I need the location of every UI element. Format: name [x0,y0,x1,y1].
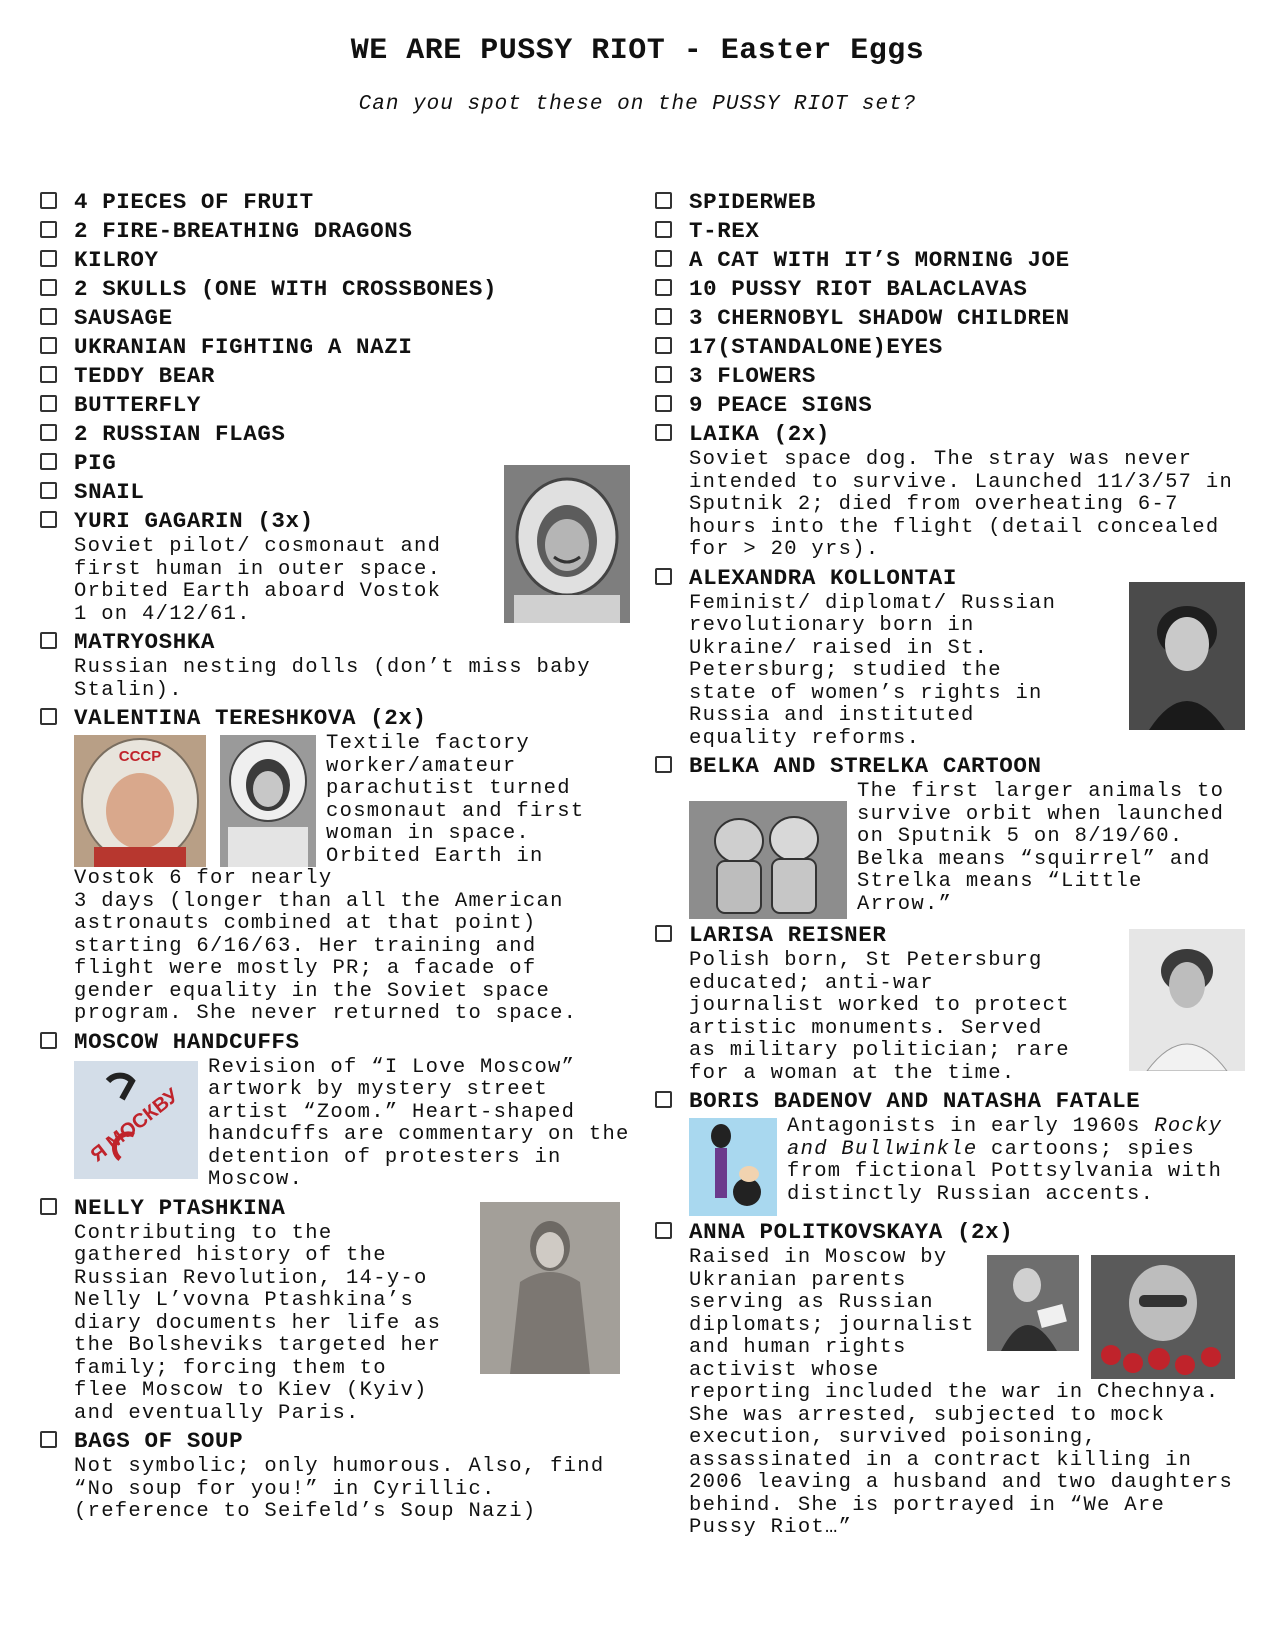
boris-desc-italic: Rocky and Bullwinkle [787,1116,1223,1161]
item-label: 10 PUSSY RIOT BALACLAVAS [689,276,1028,302]
list-item [40,188,630,217]
item-description: Soviet pilot/ cosmonaut and first human in outer space. Orbited Earth aboard Vostok 1 on 4/12/61. [74,535,442,626]
item-description: Not symbolic; only humorous. Also, find “No soup for you!” in Cyrillic. (reference to Seifeld’s Soup Nazi) [74,1455,605,1523]
item-description: Raised in Moscow by Ukranian parents serving as Russian diplomats; journalist and human rights activist whose [689,1246,975,1382]
item-description: Russian nesting dolls (don’t miss baby Stalin). [74,656,591,702]
list-item [655,275,1245,304]
page-title: WE ARE PUSSY RIOT - Easter Eggs [350,34,925,68]
item-description: Soviet space dog. The stray was never intended to survive. Launched 11/3/57 in Sputnik 2; died from overheating 6-7 hours into the flight (detail concealed for > 20 yrs). [689,448,1234,561]
item-label: VALENTINA TERESHKOVA (2x) [74,705,427,731]
checkbox[interactable] [40,708,57,725]
list-item [40,391,630,420]
list-item [655,362,1245,391]
right-column [655,188,1245,1540]
checkbox[interactable] [655,1222,672,1239]
list-item [655,333,1245,362]
left-column [40,188,630,1524]
checkbox[interactable] [40,511,57,528]
list-item [655,188,1245,217]
politkovskaya-photo-1 [987,1255,1079,1351]
item-label: ALEXANDRA KOLLONTAI [689,564,957,591]
item-label: 9 PEACE SIGNS [689,392,873,418]
item-laika [655,420,1245,562]
reisner-photo [1129,929,1245,1071]
item-label: 2 SKULLS (ONE WITH CROSSBONES) [74,276,498,302]
checkbox[interactable] [40,250,57,267]
left-simple-list [40,188,630,507]
item-label: UKRANIAN FIGHTING A NAZI [74,334,413,360]
boris-desc-part2: cartoons; spies from fictional Pottsylvania with distinctly Russian accents. [787,1137,1223,1206]
helmet-text: СССР [118,748,162,765]
checkbox[interactable] [655,756,672,773]
checkbox[interactable] [40,279,57,296]
item-label: KILROY [74,247,159,273]
ptashkina-photo [480,1202,620,1374]
checkbox[interactable] [655,192,672,209]
item-moscow-handcuffs [40,1028,630,1192]
artwork-text: Я МОСКВУ [86,1083,183,1166]
item-description: Textile factory worker/amateur parachutist turned cosmonaut and first woman in space. Orbited Earth in Vostok 6 for nearly [74,732,585,890]
item-label: YURI GAGARIN (3x) [74,508,314,534]
item-description [787,1116,1245,1206]
list-item [40,246,630,275]
item-matryoshka [40,628,630,702]
kollontai-photo [1129,582,1245,730]
tereshkova-photos [74,735,316,867]
checkbox[interactable] [655,221,672,238]
checkbox[interactable] [655,568,672,585]
politkovskaya-photo-2 [1091,1255,1235,1379]
checkbox[interactable] [40,632,57,649]
checkbox[interactable] [655,395,672,412]
item-label: 2 RUSSIAN FLAGS [74,421,286,447]
checkbox[interactable] [40,1431,57,1448]
checkbox[interactable] [655,925,672,942]
checkbox[interactable] [655,308,672,325]
checkbox[interactable] [40,424,57,441]
checkbox[interactable] [655,337,672,354]
checkbox[interactable] [655,1091,672,1108]
item-label: 3 CHERNOBYL SHADOW CHILDREN [689,305,1070,331]
checkbox[interactable] [655,279,672,296]
item-bags-of-soup [40,1427,630,1524]
belka-strelka-art [689,801,847,919]
right-simple-list [655,188,1245,420]
checkbox[interactable] [655,366,672,383]
page-subtitle: Can you spot these on the PUSSY RIOT set? [358,93,917,116]
item-label: NELLY PTASHKINA [74,1194,286,1221]
item-description: Feminist/ diplomat/ Russian revolutionary born in Ukraine/ raised in St. Petersburg; studied the state of women’s rights in Russia and instituted equality reforms. [689,591,1057,750]
item-label: LARISA REISNER [689,922,887,948]
list-item [655,217,1245,246]
item-ptashkina [40,1194,630,1426]
item-description-continued: reporting included the war in Chechnya. She was arrested, subjected to mock execution, survived poisoning, assassinated in a contract killing in 2006 leaving a husband and two daughters behind. She is portrayed in “We Are Pussy Riot…” [689,1381,1234,1539]
item-label: SAUSAGE [74,305,173,331]
item-label: LAIKA (2x) [689,421,831,447]
checkbox[interactable] [40,192,57,209]
item-description: Contributing to the gathered history of the Russian Revolution, 14-y-o Nelly L’vovna Ptashkina’s diary documents her life as the Bolsheviks targeted her family; forcing them to flee Moscow to Kiev (Kyiv) and eventually Paris. [74,1221,442,1425]
checkbox[interactable] [40,1032,57,1049]
boris-natasha-art [689,1118,777,1216]
list-item [40,362,630,391]
checkbox[interactable] [40,337,57,354]
item-label: MOSCOW HANDCUFFS [74,1028,300,1055]
item-label: ANNA POLITKOVSKAYA (2x) [689,1219,1014,1245]
item-label: 17(STANDALONE)EYES [689,334,943,360]
checkbox[interactable] [655,250,672,267]
item-tereshkova [40,704,630,1026]
list-item [40,217,630,246]
item-label: 2 FIRE-BREATHING DRAGONS [74,218,413,244]
item-label: TEDDY BEAR [74,363,216,389]
item-description: Polish born, St Petersburg educated; anti-war journalist worked to protect artistic monuments. Served as military politician; rare for a woman at the time. [689,949,1070,1085]
checkbox[interactable] [40,453,57,470]
item-label: A CAT WITH IT’S MORNING JOE [689,247,1070,273]
item-label: T-REX [689,218,760,244]
item-belka-strelka [655,752,1245,919]
item-label: 3 FLOWERS [689,363,816,389]
list-item [40,275,630,304]
item-description: Revision of “I Love Moscow” artwork by mystery street artist “Zoom.” Heart-shaped handcuffs are commentary on the detention of protesters in Moscow. [208,1056,630,1191]
item-label: PIG [74,450,117,476]
list-item [40,304,630,333]
item-label: SNAIL [74,479,145,505]
boris-desc-part1: Antagonists in early 1960s [787,1116,1141,1138]
handcuffs-artwork [74,1061,198,1179]
item-description-continued: 3 days (longer than all the American astronauts combined at that point) starting 6/16/63. Her training and flight were mostly PR; a facade of gender equality in the Soviet space program. She never returned to space. [74,889,578,1025]
item-label: 4 PIECES OF FRUIT [74,189,314,215]
tereshkova-photo-bw [220,735,316,867]
checkbox[interactable] [40,308,57,325]
item-label: BUTTERFLY [74,392,201,418]
list-item [655,246,1245,275]
item-reisner [655,921,1245,1085]
list-item [40,333,630,362]
item-description: The first larger animals to survive orbit when launched on Sputnik 5 on 8/19/60. Belka means “squirrel” and Strelka means “Little Arrow.” [857,781,1225,916]
item-label: BELKA AND STRELKA CARTOON [689,753,1042,779]
item-label: SPIDERWEB [689,189,816,215]
politkovskaya-photos [987,1255,1235,1379]
list-item [655,304,1245,333]
tereshkova-photo-color [74,735,206,867]
checkbox[interactable] [40,221,57,238]
gagarin-photo [504,465,630,623]
item-gagarin [40,507,630,626]
item-label: BAGS OF SOUP [74,1428,244,1454]
list-item [40,420,630,449]
checkbox[interactable] [655,424,672,441]
item-kollontai [655,564,1245,751]
item-boris-natasha [655,1087,1245,1216]
checkbox[interactable] [40,366,57,383]
checkbox[interactable] [40,1198,57,1215]
item-label: BORIS BADENOV AND NATASHA FATALE [689,1088,1141,1114]
checkbox[interactable] [40,395,57,412]
item-politkovskaya [655,1218,1245,1540]
item-label: MATRYOSHKA [74,629,216,655]
checkbox[interactable] [40,482,57,499]
list-item [655,391,1245,420]
